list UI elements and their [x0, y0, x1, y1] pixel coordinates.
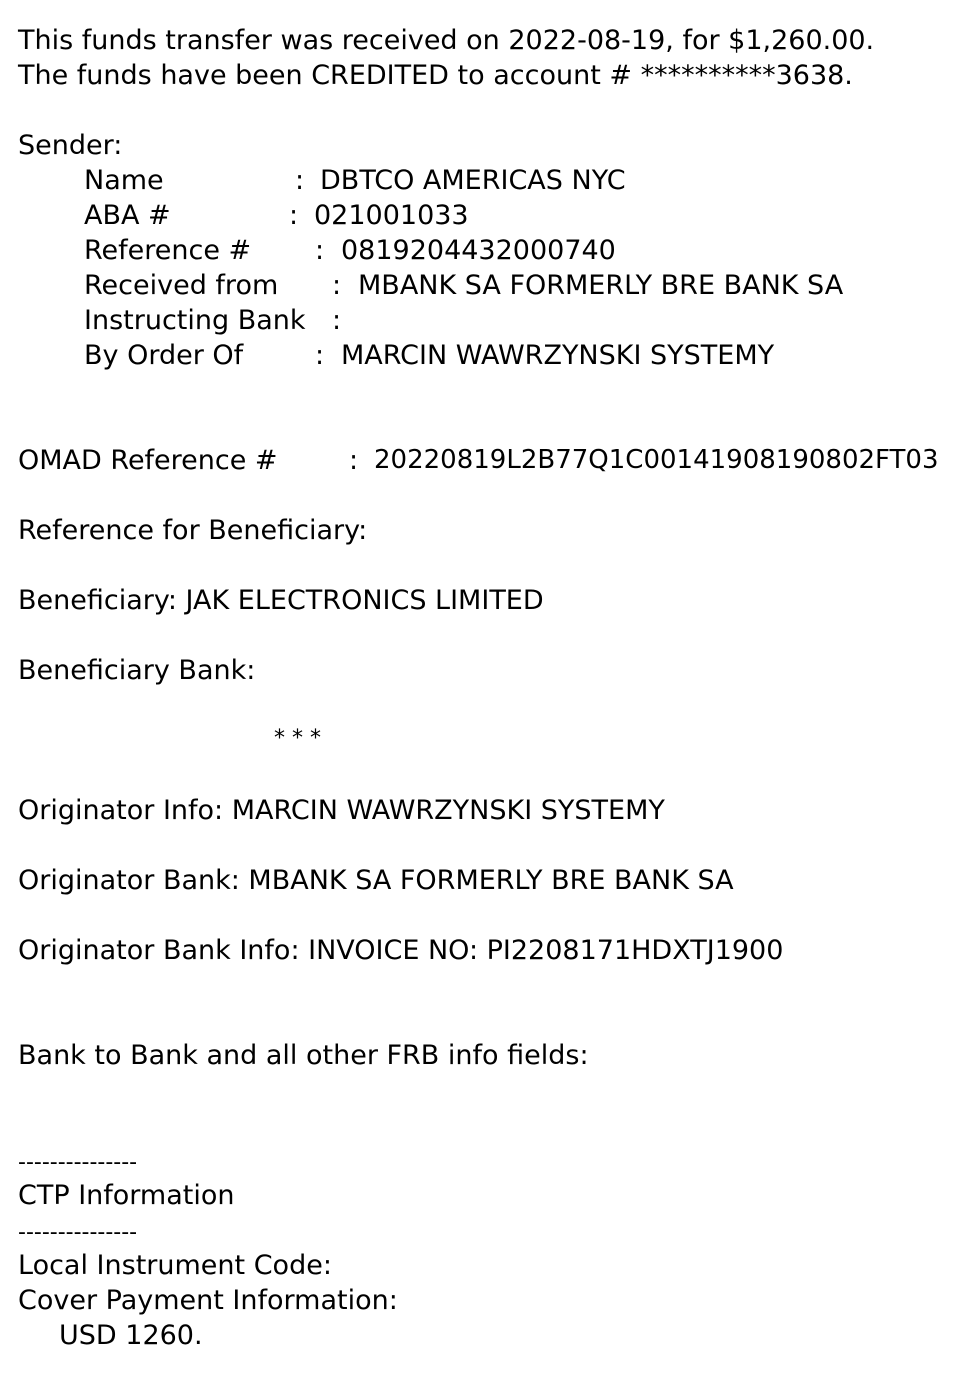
- originator-bank-info-line: Originator Bank Info: INVOICE NO: PI2208171HDXTJ1900: [18, 935, 784, 966]
- sender-by-order-of-value: MARCIN WAWRZYNSKI SYSTEMY: [341, 340, 775, 371]
- reference-for-beneficiary: Reference for Beneficiary:: [18, 515, 368, 546]
- sender-instructing-bank-colon: :: [332, 305, 342, 336]
- sender-reference-value: 0819204432000740: [341, 235, 616, 266]
- cover-payment-line: Cover Payment Information:: [18, 1285, 398, 1316]
- beneficiary-bank-line: Beneficiary Bank:: [18, 655, 256, 686]
- beneficiary-line: Beneficiary: JAK ELECTRONICS LIMITED: [18, 585, 544, 616]
- sender-instructing-bank-label: Instructing Bank: [84, 305, 306, 336]
- sender-received-from-colon: :: [332, 270, 342, 301]
- ctp-separator-top: ---------------: [18, 1150, 138, 1175]
- omad-reference-label: OMAD Reference #: [18, 445, 278, 476]
- sender-received-from-value: MBANK SA FORMERLY BRE BANK SA: [358, 270, 844, 301]
- local-instrument-code-line: Local Instrument Code:: [18, 1250, 332, 1281]
- sender-aba-label: ABA #: [84, 200, 171, 231]
- sender-by-order-of-label: By Order Of: [84, 340, 244, 371]
- bank-to-bank-line: Bank to Bank and all other FRB info fields:: [18, 1040, 589, 1071]
- sender-aba-value: 021001033: [314, 200, 469, 231]
- sender-reference-colon: :: [315, 235, 325, 266]
- omad-reference-colon: :: [349, 445, 359, 476]
- originator-bank-line: Originator Bank: MBANK SA FORMERLY BRE BANK SA: [18, 865, 734, 896]
- sender-aba-colon: :: [289, 200, 299, 231]
- sender-name-value: DBTCO AMERICAS NYC: [320, 165, 626, 196]
- originator-info-line: Originator Info: MARCIN WAWRZYNSKI SYSTEMY: [18, 795, 665, 826]
- ctp-heading: CTP Information: [18, 1180, 235, 1211]
- sender-name-colon: :: [295, 165, 305, 196]
- omad-reference-value: 20220819L2B77Q1C00141908190802FT03: [374, 445, 939, 475]
- sender-name-label: Name: [84, 165, 164, 196]
- section-divider-stars: * * *: [274, 726, 321, 751]
- sender-received-from-label: Received from: [84, 270, 279, 301]
- cover-payment-amount: USD 1260.: [59, 1320, 203, 1351]
- received-line: This funds transfer was received on 2022-08-19, for $1,260.00.: [18, 25, 875, 56]
- credited-line: The funds have been CREDITED to account # **********3638.: [18, 60, 853, 91]
- ctp-separator-bottom: ---------------: [18, 1220, 138, 1245]
- sender-reference-label: Reference #: [84, 235, 252, 266]
- sender-by-order-of-colon: :: [315, 340, 325, 371]
- sender-heading: Sender:: [18, 130, 123, 161]
